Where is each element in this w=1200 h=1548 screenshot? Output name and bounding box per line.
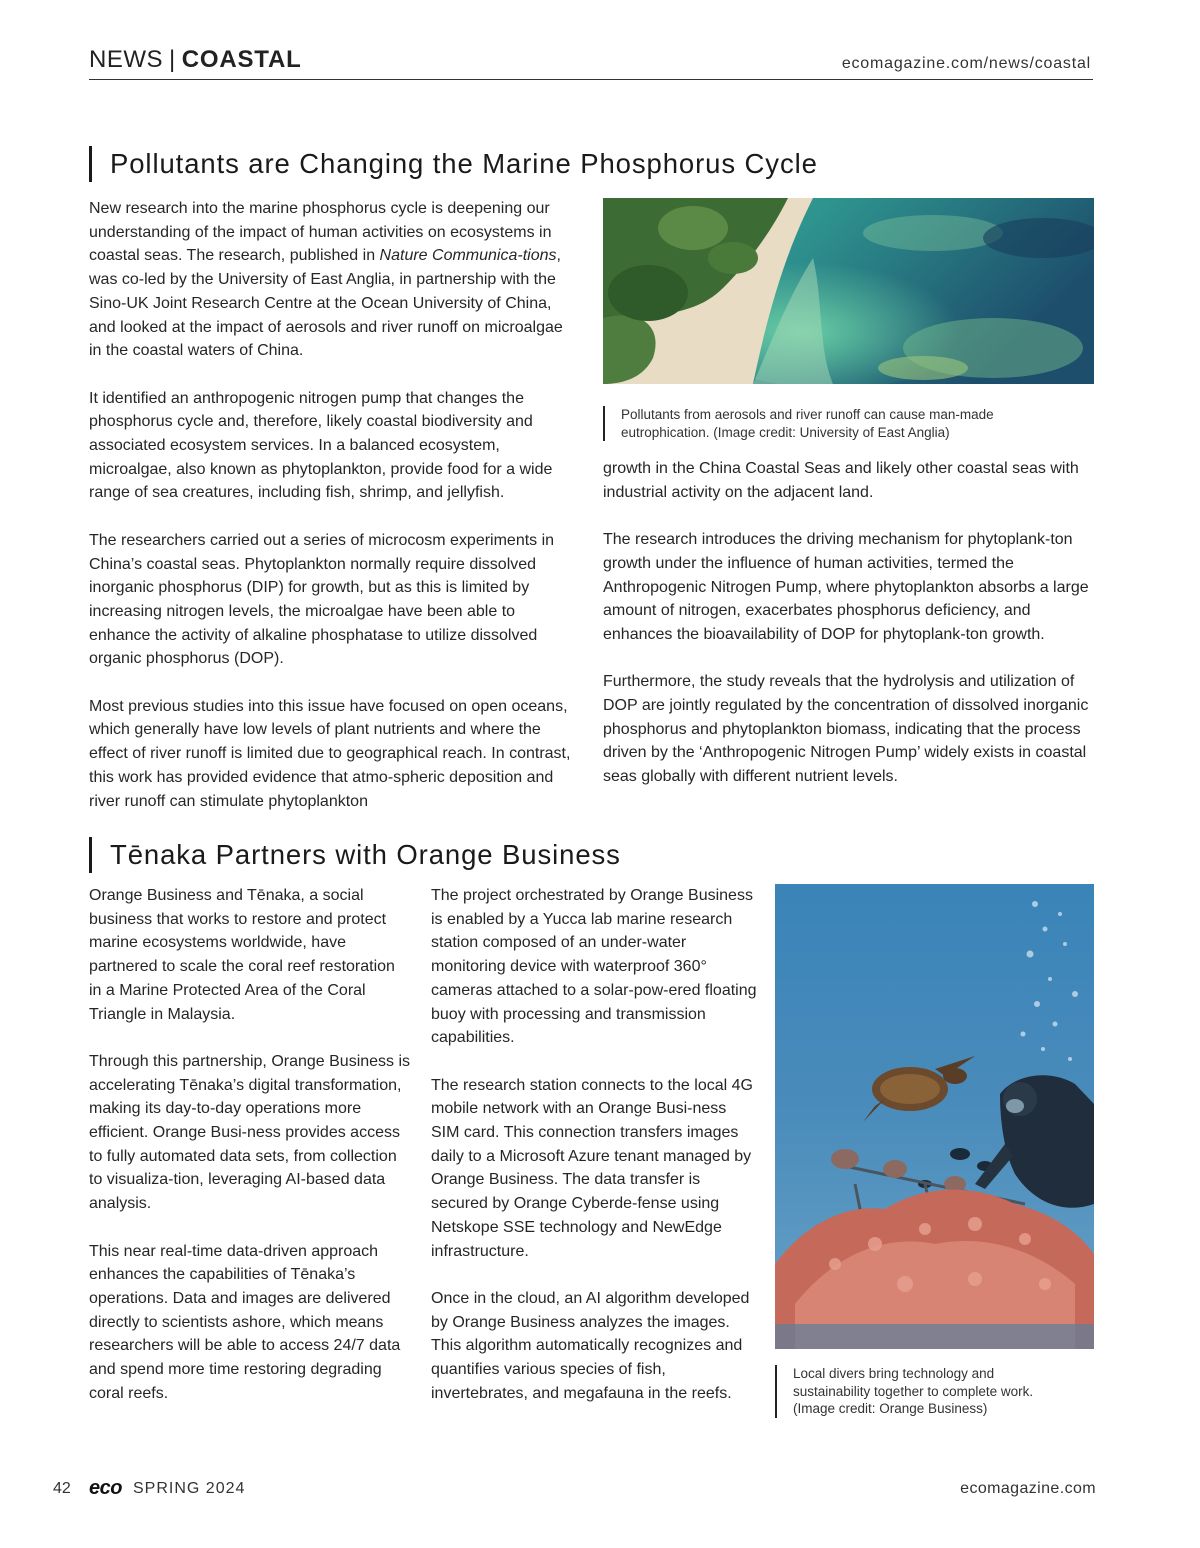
- reef-diver-photo: [775, 884, 1094, 1349]
- subsection-name: COASTAL: [181, 46, 302, 73]
- article-1-image-caption: Pollutants from aerosols and river runoff can cause man-made eutrophication. (Image credit: University of East Anglia): [603, 406, 1023, 441]
- article-2-paragraph-4: The project orchestrated by Orange Business is enabled by a Yucca lab marine research station composed of an under-water monitoring device with waterproof 360° cameras attached to a solar-pow-ered floating buoy with processing and transmission capabilities.: [431, 887, 757, 1047]
- article-1-right-column: [603, 457, 1095, 789]
- article-1-paragraph-5: growth in the China Coastal Seas and likely other coastal seas with industrial activity on the adjacent land.: [603, 460, 1079, 501]
- article-2-paragraph-6: Once in the cloud, an AI algorithm developed by Orange Business analyzes the images. This algorithm automatically recognizes and quantifies various species of fish, invertebrates, and megafauna in the reefs.: [431, 1289, 750, 1402]
- page-header: [89, 46, 1093, 80]
- section-separator: |: [169, 46, 176, 73]
- page-number: 42: [53, 1480, 71, 1497]
- article-1-p1-text: New research into the marine phosphorus cycle is deepening our understanding of the impact of human activities on ecosystems in coastal seas. The research, published in: [89, 200, 552, 265]
- issue-label: SPRING 2024: [133, 1480, 246, 1497]
- article-1-paragraph-2: It identified an anthropogenic nitrogen pump that changes the phosphorus cycle and, therefore, likely coastal biodiversity and associated ecosystem services. In a balanced ecosystem, microalgae, also known as phytoplankton, provide food for a wide range of sea creatures, including fish, shrimp, and jellyfish.: [89, 389, 553, 502]
- article-1-headline: Pollutants are Changing the Marine Phosphorus Cycle: [89, 146, 818, 182]
- footer-site-link[interactable]: ecomagazine.com: [960, 1480, 1096, 1497]
- article-2-column-2: [431, 884, 757, 1405]
- article-2-image-caption: Local divers bring technology and sustainability together to complete work. (Image credit: Orange Business): [775, 1365, 1075, 1418]
- article-2-paragraph-1: Orange Business and Tēnaka, a social business that works to restore and protect marine ecosystems worldwide, have partnered to scale the coral reef restoration in a Marine Protected Area of the Coral Triangle in Malaysia.: [89, 887, 395, 1023]
- article-1-left-column: [89, 197, 577, 813]
- coastal-algae-photo: [603, 198, 1094, 384]
- page-footer: [53, 1479, 1096, 1501]
- article-2-headline: Tēnaka Partners with Orange Business: [89, 837, 621, 873]
- article-2-paragraph-5: The research station connects to the local 4G mobile network with an Orange Busi-ness SIM card. This connection transfers images daily to a Microsoft Azure tenant managed by Orange Business. The data transfer is secured by Orange Cyberde-fense using Netskope SSE technology and NewEdge infrastructure.: [431, 1076, 753, 1260]
- section-label: [89, 46, 302, 74]
- section-url[interactable]: ecomagazine.com/news/coastal: [841, 55, 1091, 72]
- article-1-paragraph-6: The research introduces the driving mechanism for phytoplank-ton growth under the influence of human activities, termed the Anthropogenic Nitrogen Pump, where phytoplankton absorbs a large amount of nitrogen, exacerbates phosphorus deficiency, and enhances the bioavailability of DOP for phytoplank-ton growth.: [603, 531, 1089, 643]
- article-1-paragraph-1: [89, 197, 577, 363]
- article-2-column-1: [89, 884, 411, 1405]
- journal-name: Nature Communica-tions: [379, 247, 557, 265]
- article-1-paragraph-4: Most previous studies into this issue have focused on open oceans, which generally have low levels of plant nutrients and where the effect of river runoff is limited due to geographical reach. In contrast, this work has provided evidence that atmo-spheric deposition and river runoff can stimulate phytoplankton: [89, 697, 571, 810]
- article-1-paragraph-3: The researchers carried out a series of microcosm experiments in China’s coastal seas. Phytoplankton normally require dissolved inorganic phosphorus (DIP) for growth, but as this is limited by increasing nitrogen levels, the microalgae have been able to enhance the activity of alkaline phosphatase to utilize dissolved organic phosphorus (DOP).: [89, 531, 555, 668]
- article-2-paragraph-2: Through this partnership, Orange Business is accelerating Tēnaka’s digital transformation, making its day-to-day operations more efficient. Orange Busi-ness provides access to fully automated data sets, from collection to visualiza-tion, leveraging AI-based data analysis.: [89, 1052, 411, 1213]
- section-name: NEWS: [89, 46, 163, 73]
- article-1-paragraph-7: Furthermore, the study reveals that the hydrolysis and utilization of DOP are jointly regulated by the concentration of dissolved inorganic phosphorus and phytoplankton biomass, indicating that the process driven by the ‘Anthropogenic Nitrogen Pump’ widely exists in coastal seas globally with different nutrient levels.: [603, 673, 1089, 786]
- eco-logo: eco: [89, 1477, 122, 1499]
- article-2-paragraph-3: This near real-time data-driven approach enhances the capabilities of Tēnaka’s operations. Data and images are delivered directly to scientists ashore, which means researchers will be able to access 24/7 data and spend more time restoring degrading coral reefs.: [89, 1242, 401, 1402]
- article-1-p1-text-cont: , was co-led by the University of East Anglia, in partnership with the Sino-UK Joint Research Centre at the Ocean University of China, and looked at the impact of aerosols and river runoff on microalgae in the coastal waters of China.: [89, 247, 563, 360]
